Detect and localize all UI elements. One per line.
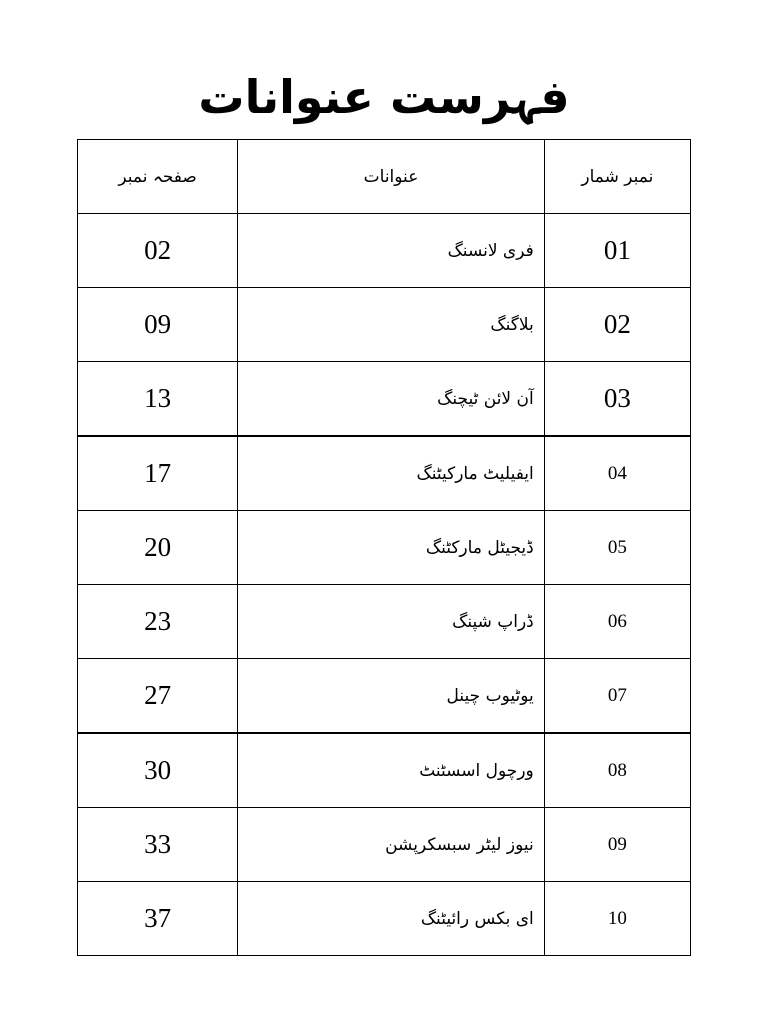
topic-cell: ای بکس رائیٹنگ <box>238 882 545 956</box>
serial-cell: 05 <box>544 511 690 585</box>
table-row <box>78 808 691 882</box>
table-row <box>78 436 691 511</box>
page-number-cell: 23 <box>78 585 238 659</box>
page-number-cell: 33 <box>78 808 238 882</box>
table-row <box>78 214 691 288</box>
page-number-cell: 02 <box>78 214 238 288</box>
serial-cell: 04 <box>544 436 690 511</box>
page-number-cell: 09 <box>78 288 238 362</box>
topic-cell: نیوز لیٹر سبسکرپشن <box>238 808 545 882</box>
table-of-contents <box>77 139 691 956</box>
topic-cell: فری لانسنگ <box>238 214 545 288</box>
header-topics: عنوانات <box>238 140 545 214</box>
serial-cell: 09 <box>544 808 690 882</box>
topic-cell: بلاگنگ <box>238 288 545 362</box>
topic-cell: ورچول اسسٹنٹ <box>238 733 545 808</box>
page-title: فہرست عنوانات <box>198 70 570 124</box>
page-number-cell: 27 <box>78 659 238 734</box>
table-header-row <box>78 140 691 214</box>
header-page-number: صفحہ نمبر <box>78 140 238 214</box>
serial-cell: 10 <box>544 882 690 956</box>
table-row <box>78 511 691 585</box>
page-number-cell: 37 <box>78 882 238 956</box>
table-row <box>78 585 691 659</box>
serial-cell: 07 <box>544 659 690 734</box>
table-row <box>78 733 691 808</box>
header-serial-number: نمبر شمار <box>544 140 690 214</box>
serial-cell: 01 <box>544 214 690 288</box>
topic-cell: یوٹیوب چینل <box>238 659 545 734</box>
page-number-cell: 30 <box>78 733 238 808</box>
serial-cell: 06 <box>544 585 690 659</box>
serial-cell: 08 <box>544 733 690 808</box>
topic-cell: ایفیلیٹ مارکیٹنگ <box>238 436 545 511</box>
serial-cell: 02 <box>544 288 690 362</box>
page-number-cell: 17 <box>78 436 238 511</box>
table-row <box>78 362 691 437</box>
table-row <box>78 659 691 734</box>
topic-cell: آن لائن ٹیچنگ <box>238 362 545 437</box>
table-row <box>78 288 691 362</box>
page-number-cell: 13 <box>78 362 238 437</box>
topic-cell: ڈراپ شپنگ <box>238 585 545 659</box>
page-number-cell: 20 <box>78 511 238 585</box>
serial-cell: 03 <box>544 362 690 437</box>
topic-cell: ڈیجیٹل مارکٹنگ <box>238 511 545 585</box>
table-row <box>78 882 691 956</box>
